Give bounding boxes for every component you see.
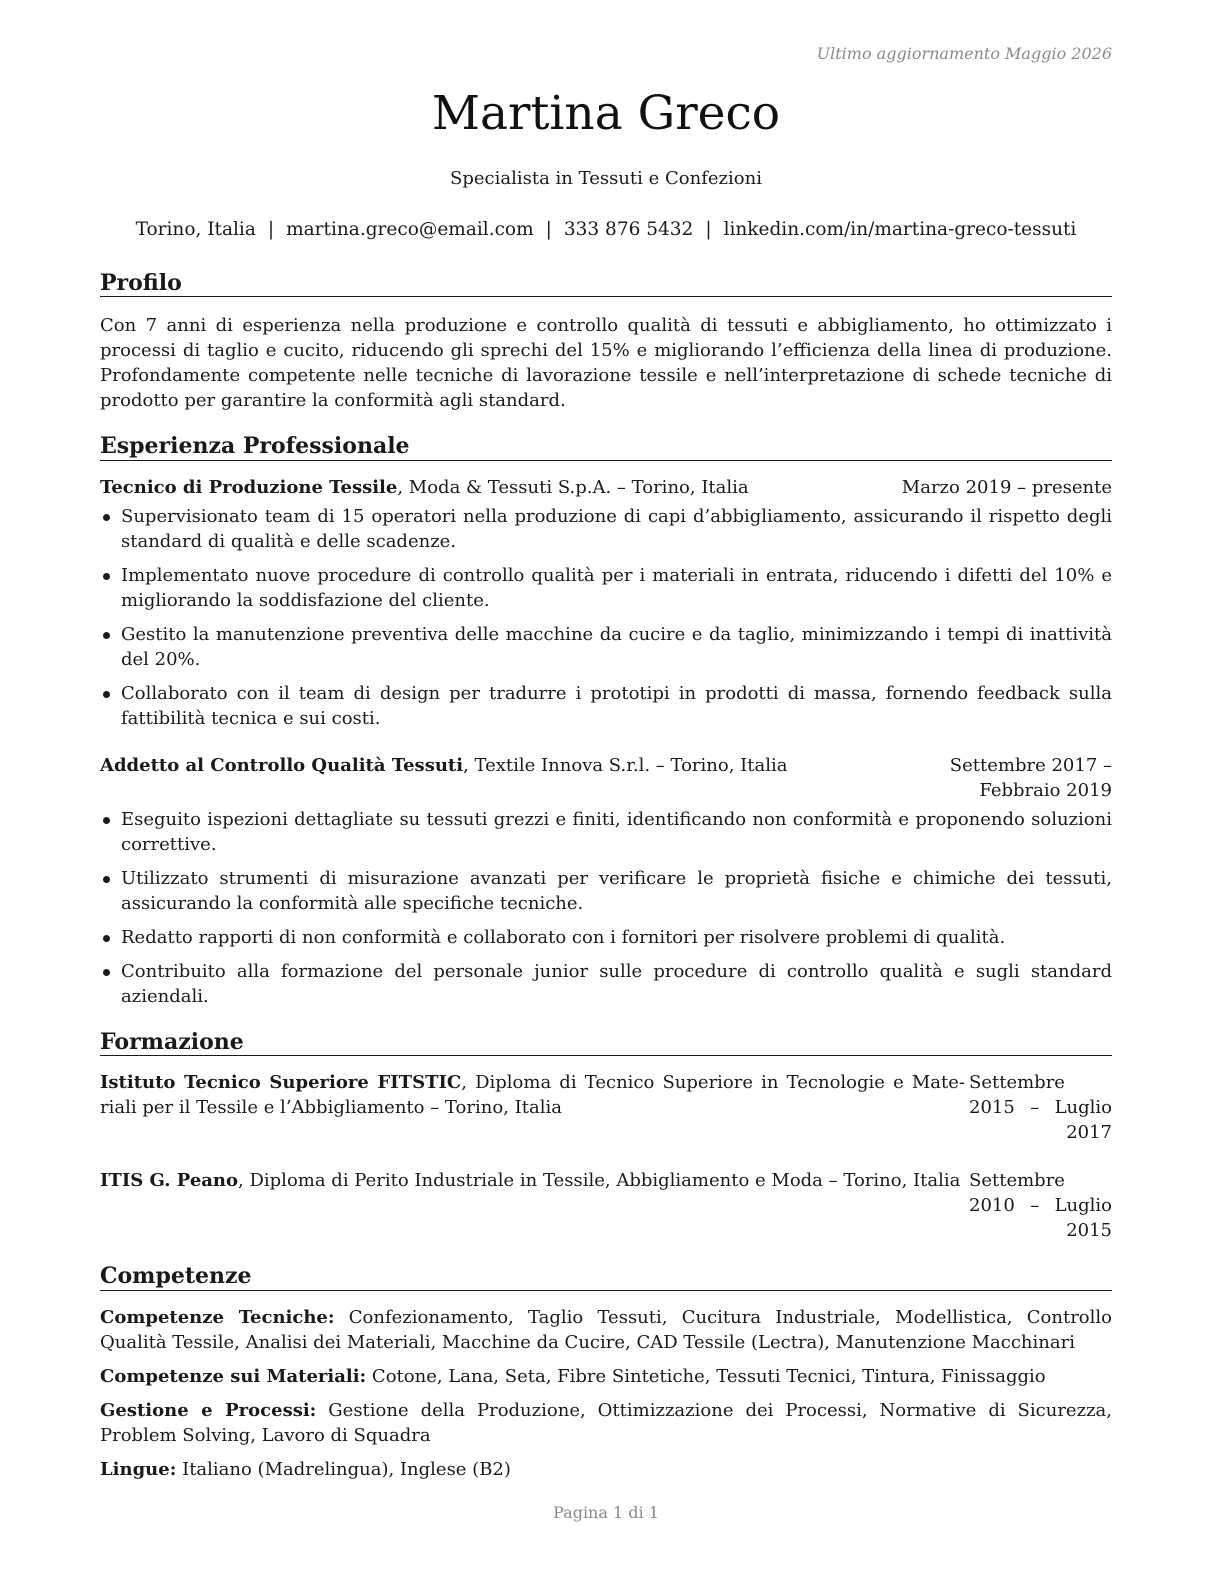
section-heading-education: Formazione — [100, 1029, 1112, 1056]
profile-text: Con 7 anni di esperienza nella produzione e controllo qualità di tessuti e abbigliamento, ho ottimizzato i processi di taglio e cucito, riducendo gli sprechi del 15% e migliorando l’efficienza della linea di produzione. Profondamente competente nelle tecniche di lavorazione tessile e nell’interpretazione di schede tecniche di prodotto per garantire la conformità agli standard. — [100, 315, 1112, 412]
resume-page — [100, 0, 1112, 1584]
contact-location: Torino, Italia — [135, 219, 256, 240]
job-header — [100, 753, 1112, 803]
skill-label: Lingue: — [100, 1458, 177, 1480]
job-bullet: Contribuito alla formazione del personale junior sulle procedure di controllo qualità e sugli standard aziendali. — [100, 959, 1112, 1009]
skill-line — [100, 1364, 1112, 1389]
job-company: , Textile Innova S.r.l. – Torino, Italia — [463, 754, 788, 776]
job-role: Addetto al Controllo Qualità Tessuti — [100, 754, 464, 776]
education-dates: Settembre 2015 – Luglio 2017 — [969, 1072, 1112, 1144]
contact-separator: | — [705, 219, 712, 240]
education-detail: , Diploma di Perito Industriale in Tessile, Abbigliamento e Moda – Torino, Italia — [238, 1170, 961, 1192]
education-entry — [100, 1070, 1112, 1145]
section-heading-profile: Profilo — [100, 270, 1112, 297]
job-bullet: Gestito la manutenzione preventiva delle macchine da cucire e da taglio, minimizzando i tempi di inattività del 20%. — [100, 622, 1112, 672]
job-header — [100, 475, 1112, 500]
education-section — [100, 1029, 1112, 1243]
job-bullet: Collaborato con il team di design per tradurre i prototipi in prodotti di massa, fornendo feedback sulla fattibilità tecnica e sui costi. — [100, 681, 1112, 731]
job-bullet: Implementato nuove procedure di controllo qualità per i materiali in entrata, riducendo i difetti del 10% e migliorando la soddisfazione del cliente. — [100, 563, 1112, 613]
job-bullet: Redatto rapporti di non conformità e collaborato con i fornitori per risolvere problemi di qualità. — [100, 925, 1112, 950]
education-dates: Settembre 2010 – Luglio 2015 — [969, 1170, 1112, 1242]
job-bullets — [100, 807, 1112, 1009]
contact-line — [100, 219, 1112, 241]
job-role: Tecnico di Produzione Tessile — [100, 476, 398, 498]
contact-phone: 333 876 5432 — [563, 219, 694, 240]
contact-separator: | — [267, 219, 275, 240]
contact-linkedin[interactable]: linkedin.com/in/martina-greco-tessuti — [723, 219, 1077, 240]
education-entry — [100, 1168, 1112, 1243]
section-heading-experience: Esperienza Professionale — [100, 433, 1112, 460]
job-company: , Moda & Tessuti S.p.A. – Torino, Italia — [397, 476, 749, 498]
candidate-title: Specialista in Tessuti e Confezioni — [450, 168, 762, 189]
education-school: ITIS G. Peano — [100, 1170, 239, 1192]
section-heading-skills: Competenze — [100, 1263, 1112, 1290]
resume-content — [100, 270, 1112, 1502]
skill-line — [100, 1457, 1112, 1482]
skill-value: Confezionamento, Taglio Tessuti, Cucitura Industriale, Modellistica, Controllo Qualità Tessile, Analisi dei Materiali, Macchine da Cucire, CAD Tessile (Lectra), Manutenzione Macchinari — [100, 1306, 1112, 1353]
candidate-name: Martina Greco — [431, 86, 781, 141]
skill-line — [100, 1398, 1112, 1448]
skills-section — [100, 1263, 1112, 1481]
profile-section — [100, 270, 1112, 413]
skill-line — [100, 1305, 1112, 1355]
education-school: Istituto Tecnico Superiore FITSTIC — [100, 1072, 462, 1094]
job-dates: Settembre 2017 – Febbraio 2019 — [949, 754, 1112, 801]
job-bullet: Eseguito ispezioni dettagliate su tessuti grezzi e finiti, identificando non conformità e proponendo soluzioni correttive. — [100, 807, 1112, 857]
skill-value: Gestione della Produzione, Ottimizzazione dei Processi, Normative di Sicurezza, Problem Solving, Lavoro di Squadra — [100, 1399, 1112, 1446]
education-detail: , Diploma di Tecnico Superiore in Tecnologie e Materiali per il Tessile e l’Abbigliamento – Torino, Italia — [100, 1072, 965, 1119]
contact-separator: | — [545, 219, 552, 240]
job-dates: Marzo 2019 – presente — [901, 476, 1112, 498]
contact-email[interactable]: martina.greco@email.com — [286, 219, 534, 240]
job-entry — [100, 475, 1112, 731]
job-entry — [100, 753, 1112, 1009]
skill-label: Gestione e Processi: — [100, 1399, 317, 1421]
experience-section — [100, 433, 1112, 1008]
skill-value: Cotone, Lana, Seta, Fibre Sintetiche, Tessuti Tecnici, Tintura, Finissaggio — [366, 1365, 1046, 1387]
skill-value: Italiano (Madrelingua), Inglese (B2) — [176, 1458, 511, 1480]
last-updated-note: Ultimo aggiornamento Maggio 2026 — [816, 44, 1112, 63]
skill-label: Competenze sui Materiali: — [100, 1365, 367, 1387]
job-bullets — [100, 504, 1112, 731]
skill-label: Competenze Tecniche: — [100, 1306, 335, 1328]
job-bullet: Supervisionato team di 15 operatori nella produzione di capi d’abbigliamento, assicurando il rispetto degli standard di qualità e delle scadenze. — [100, 504, 1112, 554]
page-number: Pagina 1 di 1 — [553, 1503, 659, 1522]
job-bullet: Utilizzato strumenti di misurazione avanzati per verificare le proprietà fisiche e chimiche dei tessuti, assicurando la conformità alle specifiche tecniche. — [100, 866, 1112, 916]
